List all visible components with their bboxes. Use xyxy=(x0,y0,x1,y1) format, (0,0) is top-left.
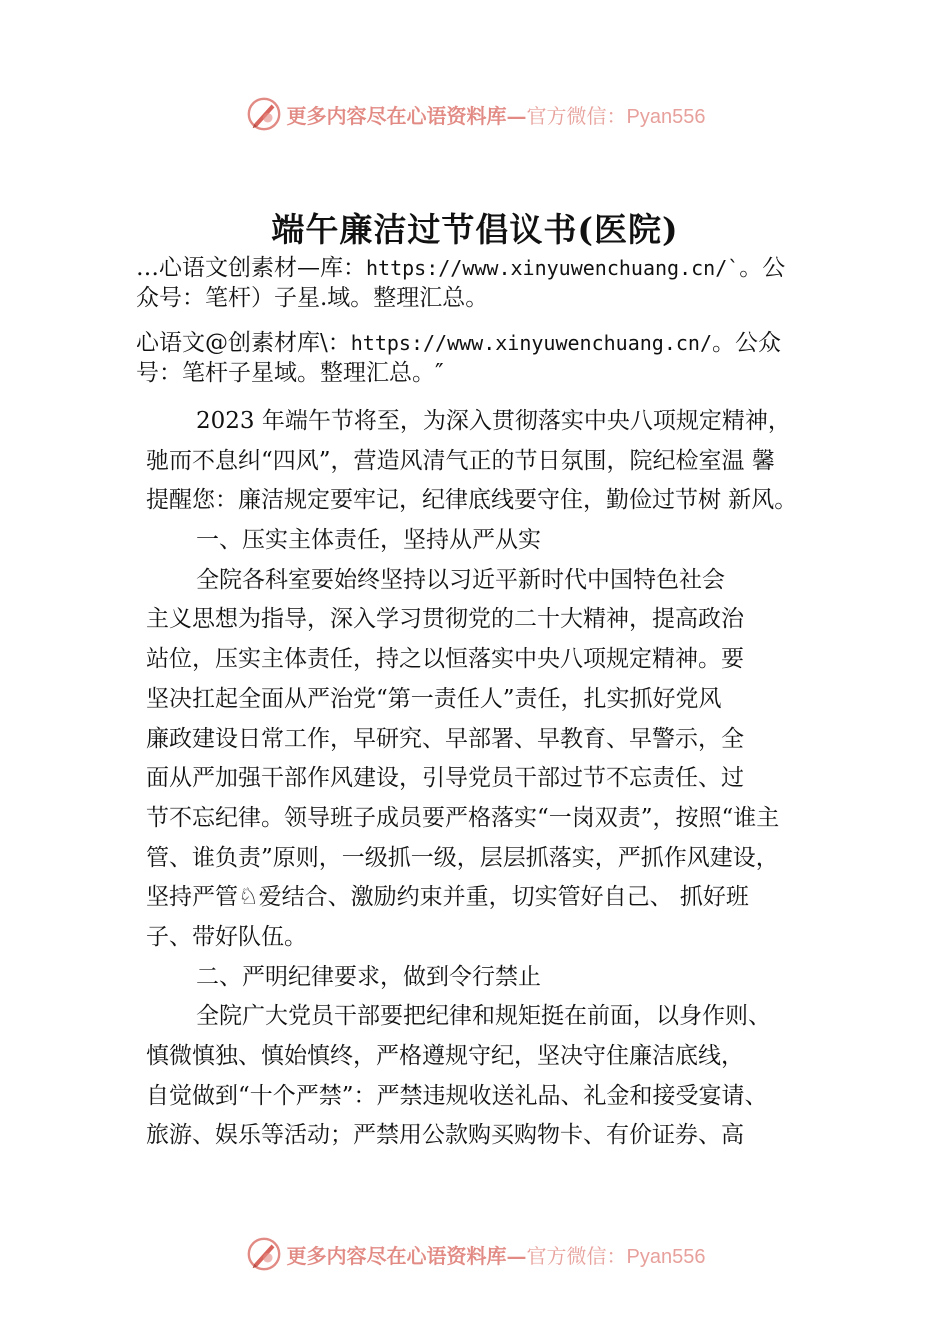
banner-dash: — xyxy=(506,1243,527,1268)
source-note-2-url: https://www.xinyuwenchuang.cn/ xyxy=(350,331,712,355)
banner-wechat-label: 官方微信： xyxy=(526,103,627,128)
document-title: 端午廉洁过节倡议书(医院) xyxy=(271,210,679,249)
source-note-1-url: https://www.xinyuwenchuang.cn/` xyxy=(366,256,740,280)
body-line: 2023 年端午节将至，为深入贯彻落实中央八项规定精神， xyxy=(196,408,791,434)
source-note-2 xyxy=(136,328,841,388)
section-heading-1: 一、压实主体责任，坚持从严从实 xyxy=(196,527,541,554)
banner-text xyxy=(287,1240,706,1269)
source-note-2-prefix: 心语文@创素材库\： xyxy=(136,330,351,356)
body-line: 全院广大党员干部要把纪律和规矩挺在前面，以身作则、 xyxy=(196,1003,771,1030)
banner-text xyxy=(287,100,706,129)
source-note-1-line2: 众号：笔杆）子星.域。整理汇总。 xyxy=(136,285,489,311)
document-body xyxy=(146,402,846,1156)
banner-dash: — xyxy=(506,103,527,128)
body-line: 全院各科室要始终坚持以习近平新时代中国特色社会 xyxy=(196,566,725,593)
source-note-2-line2: 号：笔杆子星域。整理汇总。″ xyxy=(136,360,444,386)
header-banner xyxy=(0,92,950,136)
body-line: 子、带好队伍。 xyxy=(146,923,307,950)
body-line: 管、谁负责”原则，一级抓一级，层层抓落实，严抓作风建设， xyxy=(146,844,779,871)
source-note-1-suffix: 。公 xyxy=(739,255,786,281)
banner-main-text: 更多内容尽在心语资料库 xyxy=(286,103,507,128)
body-line: 提醒您：廉洁规定要牢记，纪律底线要守住，勤俭过节树 新风。 xyxy=(146,487,798,514)
source-note-1 xyxy=(136,253,841,313)
body-line: 自觉做到“十个严禁”：严禁违规收送礼品、礼金和接受宴请、 xyxy=(146,1082,768,1109)
banner-wechat-label: 官方微信： xyxy=(526,1243,627,1268)
body-line: 坚持严管♘爱结合、激励约束并重，切实管好自己、 抓好班 xyxy=(146,884,749,911)
body-line: 面从严加强干部作风建设，引导党员干部过节不忘责任、过 xyxy=(146,765,744,792)
body-line: 站位，压实主体责任，持之以恒落实中央八项规定精神。要 xyxy=(146,646,744,673)
footer-banner xyxy=(0,1232,950,1276)
body-line: 慎微慎独、慎始慎终，严格遵规守纪，坚决守住廉洁底线， xyxy=(146,1043,744,1069)
banner-main-text: 更多内容尽在心语资料库 xyxy=(286,1243,507,1268)
banner-wechat-id: Pyan556 xyxy=(626,1245,706,1268)
pen-seal-logo-icon xyxy=(245,1235,283,1273)
body-line: 坚决扛起全面从严治党“第一责任人”责任，扎实抓好党风 xyxy=(146,685,722,712)
banner-wechat-id: Pyan556 xyxy=(626,105,706,128)
pen-seal-logo-icon xyxy=(245,95,283,133)
source-note-2-suffix: 。公众 xyxy=(711,330,781,356)
body-line: 主义思想为指导，深入学习贯彻党的二十大精神，提高政治 xyxy=(146,606,744,633)
body-line: 节不忘纪律。领导班子成员要严格落实“一岗双责”，按照“谁主 xyxy=(146,804,780,831)
source-note-1-prefix: …心语文创素材—库： xyxy=(136,255,366,281)
section-heading-2: 二、严明纪律要求，做到令行禁止 xyxy=(196,963,541,990)
body-line: 廉政建设日常工作，早研究、早部署、早教育、早警示，全 xyxy=(146,725,744,752)
body-line: 驰而不息纠“四风”，营造风清气正的节日氛围，院纪检室温 馨 xyxy=(146,447,775,474)
body-line: 旅游、娱乐等活动；严禁用公款购买购物卡、有价证券、高 xyxy=(146,1122,744,1149)
